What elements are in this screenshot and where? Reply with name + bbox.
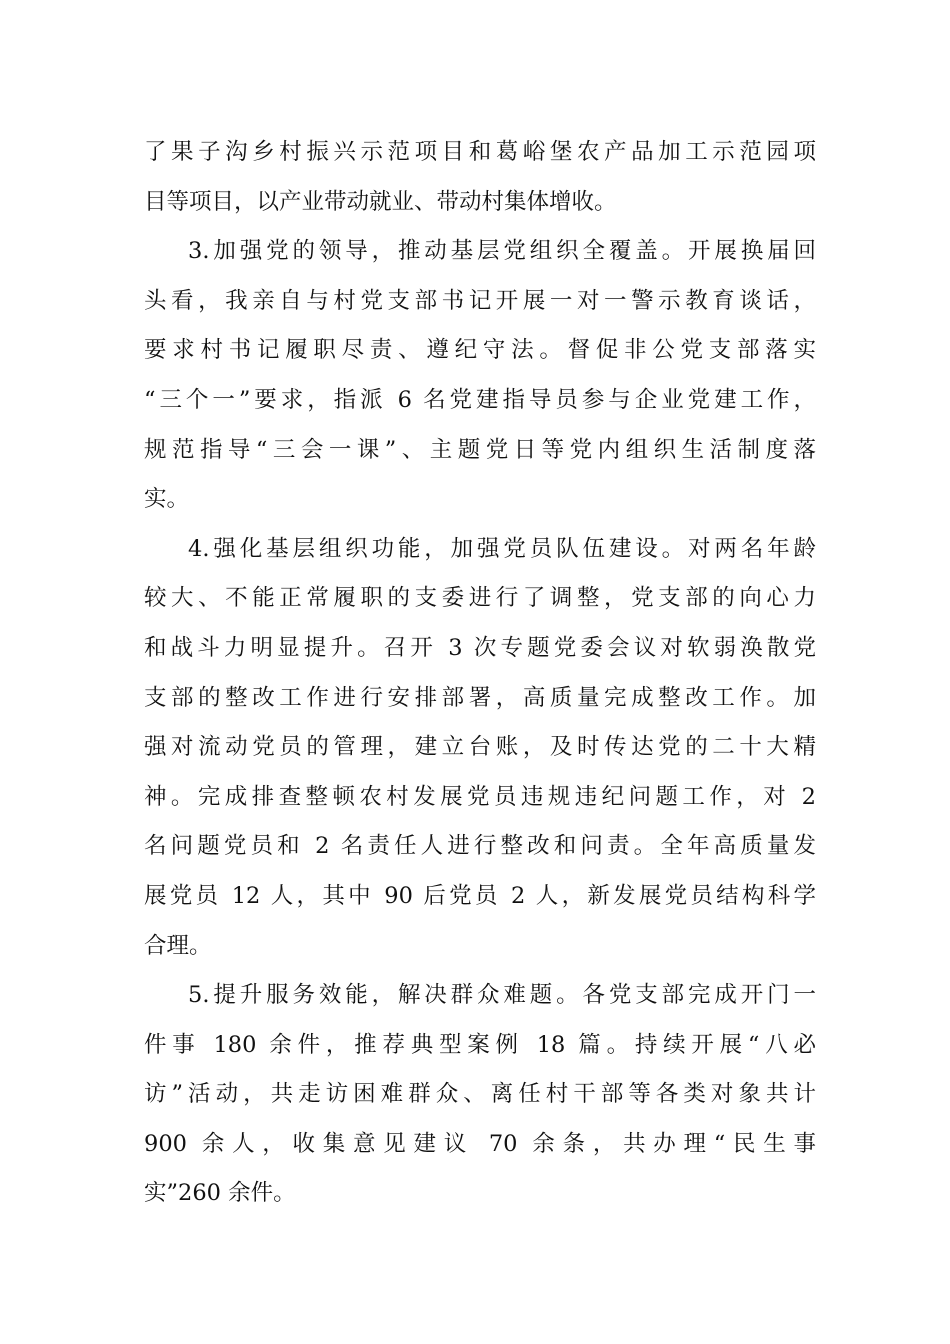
text-line: 件事 180 余件，推荐典型案例 18 篇。持续开展“八必 bbox=[144, 1031, 816, 1058]
text-line: 访”活动，共走访困难群众、离任村干部等各类对象共计 bbox=[144, 1081, 816, 1108]
paragraph-heading-4: 4.强化基层组织功能，加强党员队伍建设。对两名年龄 bbox=[188, 535, 816, 562]
text-line: 神。完成排查整顿农村发展党员违规违纪问题工作，对 2 bbox=[144, 783, 816, 810]
text-line: 合理。 bbox=[144, 932, 212, 959]
text-line: 了果子沟乡村振兴示范项目和葛峪堡农产品加工示范园项 bbox=[144, 139, 816, 165]
text-line: 要求村书记履职尽责、遵纪守法。督促非公党支部落实 bbox=[144, 337, 816, 364]
text-line: 头看，我亲自与村党支部书记开展一对一警示教育谈话， bbox=[144, 287, 816, 314]
text-line: 支部的整改工作进行安排部署，高质量完成整改工作。加 bbox=[144, 684, 816, 711]
text-line: “三个一”要求，指派 6 名党建指导员参与企业党建工作， bbox=[144, 386, 816, 413]
text-line: 强对流动党员的管理，建立台账，及时传达党的二十大精 bbox=[144, 734, 816, 761]
text-line: 目等项目，以产业带动就业、带动村集体增收。 bbox=[144, 188, 617, 215]
text-line: 和战斗力明显提升。召开 3 次专题党委会议对软弱涣散党 bbox=[144, 634, 816, 661]
text-line: 实”260 余件。 bbox=[144, 1180, 296, 1207]
text-line: 900 余人，收集意见建议 70 余条，共办理“民生事 bbox=[144, 1130, 816, 1157]
text-line: 展党员 12 人，其中 90 后党员 2 人，新发展党员结构科学 bbox=[144, 882, 816, 909]
text-line: 较大、不能正常履职的支委进行了调整，党支部的向心力 bbox=[144, 585, 816, 612]
text-line: 实。 bbox=[144, 486, 190, 513]
text-line: 规范指导“三会一课”、主题党日等党内组织生活制度落 bbox=[144, 436, 816, 463]
text-line: 名问题党员和 2 名责任人进行整改和问责。全年高质量发 bbox=[144, 833, 816, 860]
body-text bbox=[144, 128, 816, 1219]
paragraph-heading-3: 3.加强党的领导，推动基层党组织全覆盖。开展换届回 bbox=[188, 238, 816, 265]
paragraph-heading-5: 5.提升服务效能，解决群众难题。各党支部完成开门一 bbox=[188, 982, 816, 1009]
